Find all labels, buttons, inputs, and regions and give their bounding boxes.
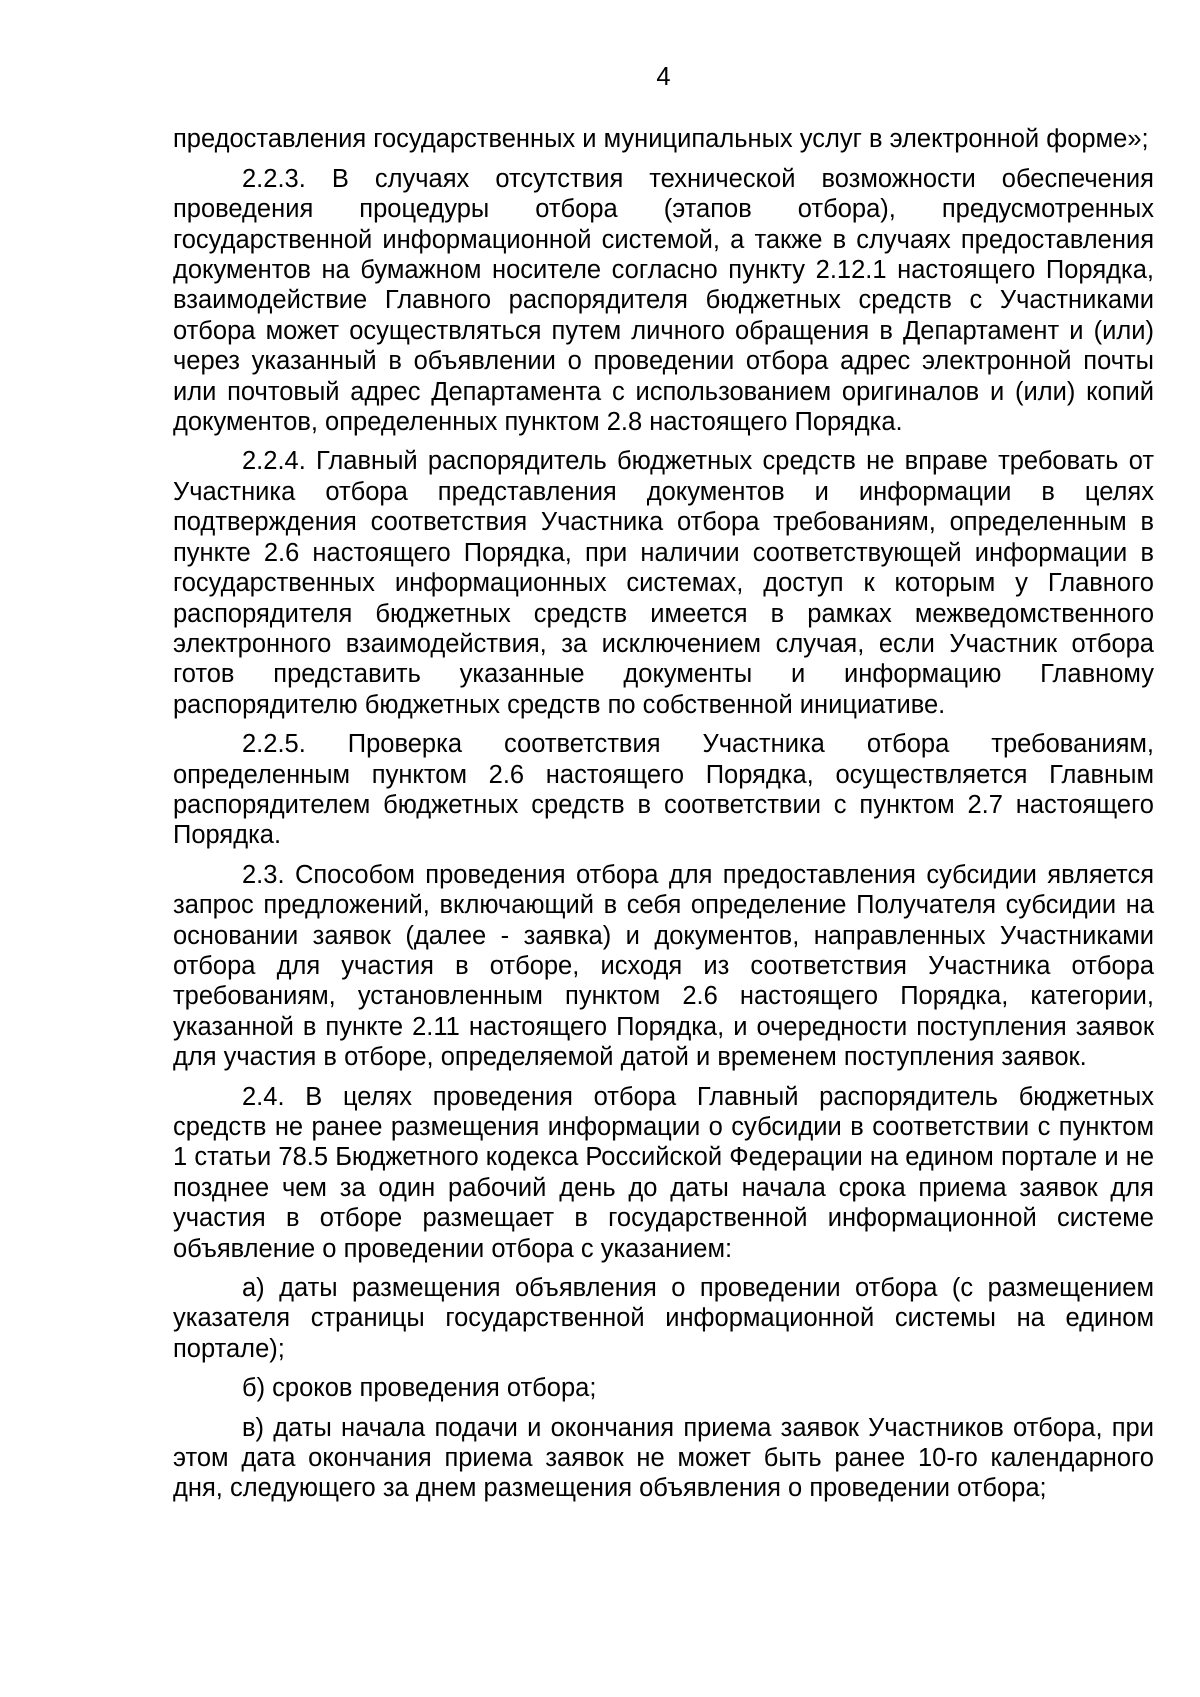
paragraph-2-2-4: 2.2.4. Главный распорядитель бюджетных средств не вправе требовать от Участника отбора представления документов и информации в целях подтверждения соответствия Участника отбора требованиям, определенным в пункте 2.6 настоящего Порядка, при наличии соответствующей информации в государственных информационных системах, доступ к которым у Главного распорядителя бюджетных средств имеется в рамках межведомственного электронного взаимодействия, за исключением случая, если Участник отбора готов представить указанные документы и информацию Главному распорядителю бюджетных средств по собственной инициативе. [173,447,1154,719]
page-number: 4 [656,63,671,91]
paragraph-continuation: предоставления государственных и муниципальных услуг в электронной форме»; [173,125,1149,154]
paragraph-2-2-3: 2.2.3. В случаях отсутствия технической возможности обеспечения проведения процедуры отбора (этапов отбора), предусмотренных государственной информационной системой, а также в случаях предоставления документов на бумажном носителе согласно пункту 2.12.1 настоящего Порядка, взаимодействие Главного распорядителя бюджетных средств с Участниками отбора может осуществляться путем личного обращения в Департамент и (или) через указанный в объявлении о проведении отбора адрес электронной почты или почтовый адрес Департамента с использованием оригиналов и (или) копий документов, определенных пунктом 2.8 настоящего Порядка. [173,164,1154,437]
list-item-v: в) даты начала подачи и окончания приема заявок Участников отбора, при этом дата окончания приема заявок не может быть ранее 10-го календарного дня, следующего за днем размещения объявления о проведении отбора; [173,1413,1154,1503]
paragraph-2-2-5: 2.2.5. Проверка соответствия Участника отбора требованиям, определенным пунктом 2.6 настоящего Порядка, осуществляется Главным распорядителем бюджетных средств в соответствии с пунктом 2.7 настоящего Порядка. [173,730,1154,850]
list-item-b: б) сроков проведения отбора; [242,1374,597,1403]
paragraph-2-3: 2.3. Способом проведения отбора для предоставления субсидии является запрос предложений, включающий в себя определение Получателя субсидии на основании заявок (далее - заявка) и документов, направленных Участниками отбора для участия в отборе, исходя из соответствия Участника отбора требованиям, установленным пунктом 2.6 настоящего Порядка, категории, указанной в пункте 2.11 настоящего Порядка, и очередности поступления заявок для участия в отборе, определяемой датой и временем поступления заявок. [173,860,1154,1072]
list-item-a: а) даты размещения объявления о проведении отбора (с размещением указателя страницы государственной информационной системы на едином портале); [173,1274,1154,1363]
document-body [173,124,1154,1503]
paragraph-2-4: 2.4. В целях проведения отбора Главный распорядитель бюджетных средств не ранее размещения информации о субсидии в соответствии с пунктом 1 статьи 78.5 Бюджетного кодекса Российской Федерации на едином портале и не позднее чем за один рабочий день до даты начала срока приема заявок для участия в отборе размещает в государственной информационной системе объявление о проведении отбора с указанием: [173,1082,1154,1263]
